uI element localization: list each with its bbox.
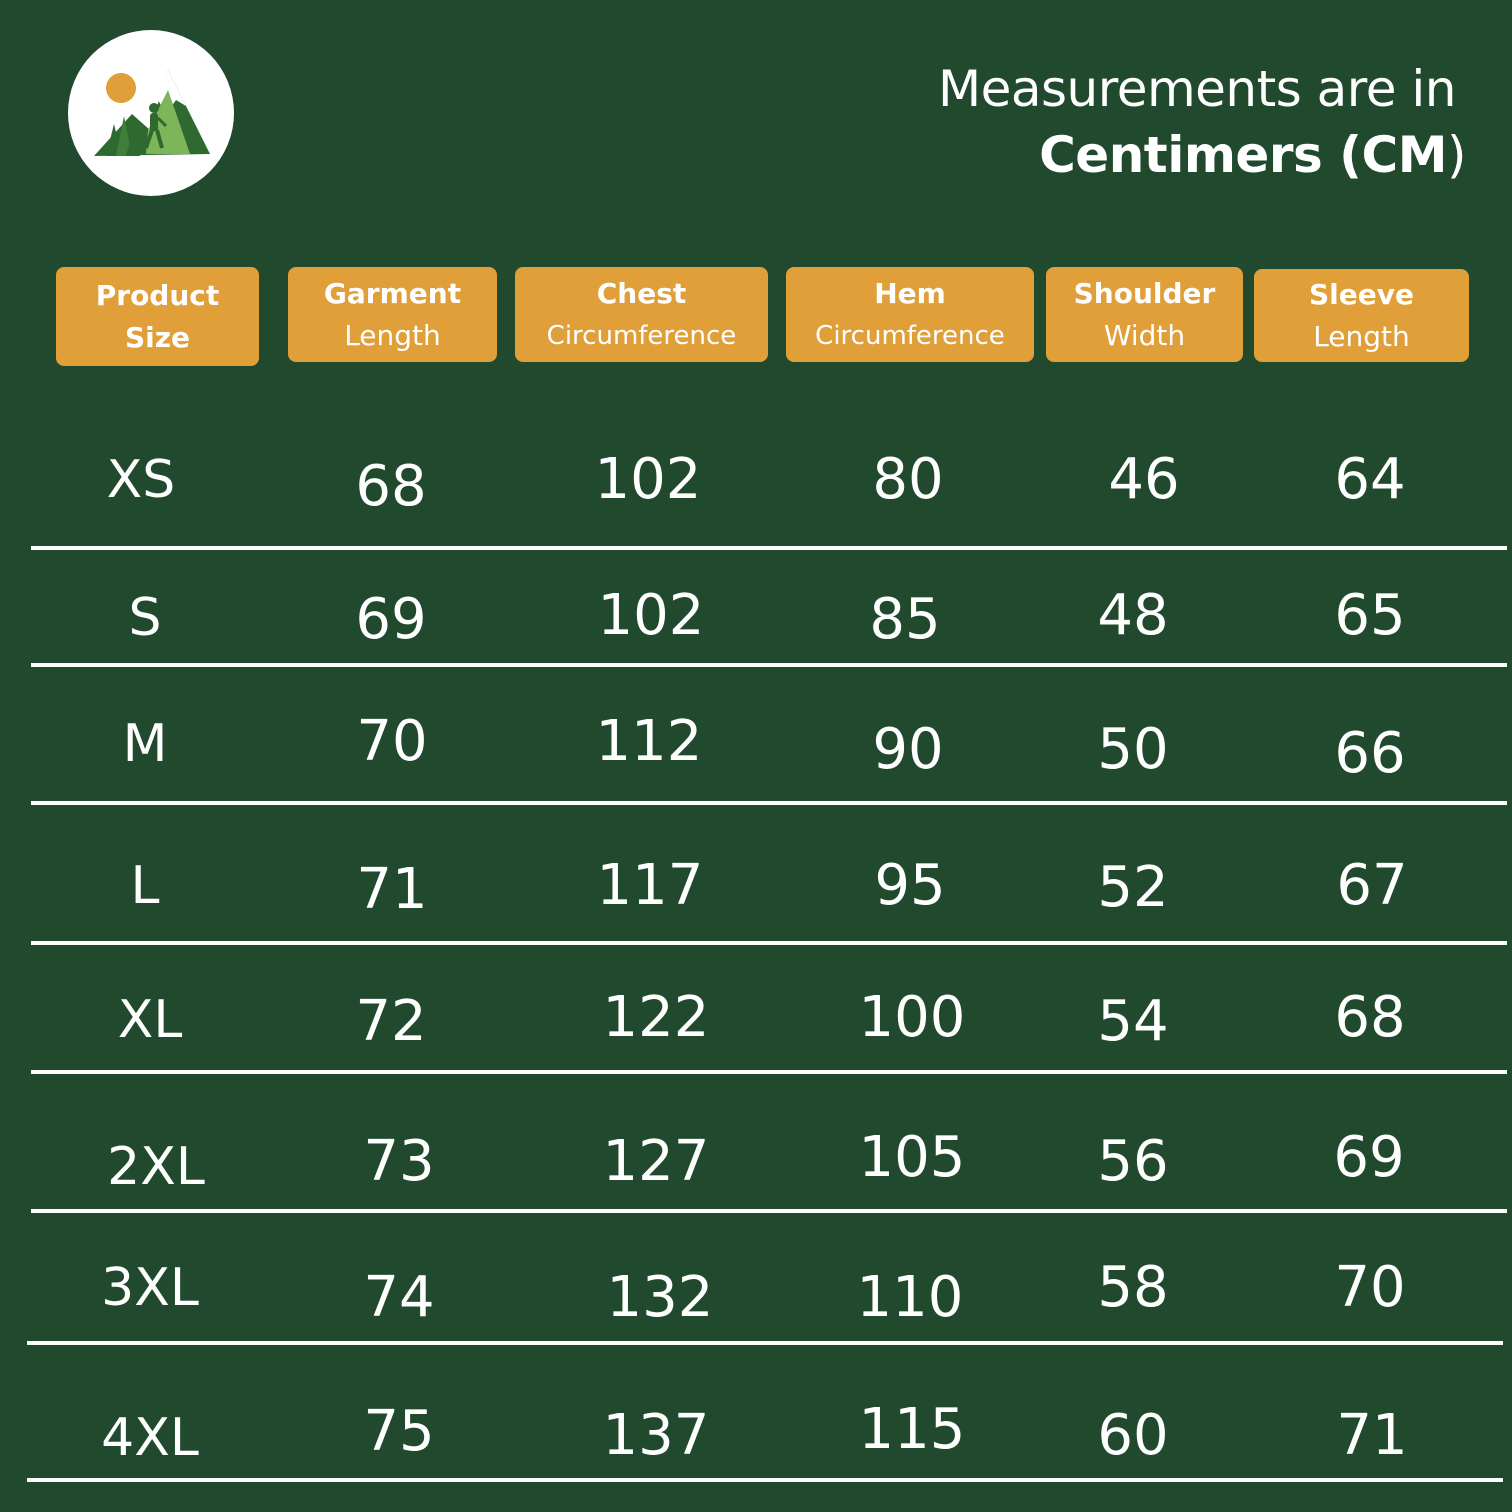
chest-circumference-value: 102	[597, 583, 705, 648]
unit-note-line2	[938, 120, 1466, 190]
unit-note-line1: Measurements are in	[937, 60, 1456, 118]
hem-circumference-value: 105	[858, 1125, 966, 1190]
size-label: XL	[117, 990, 183, 1050]
shoulder-width-value: 48	[1097, 583, 1169, 648]
garment-length-value: 72	[355, 989, 427, 1054]
row-divider	[31, 1209, 1507, 1213]
hem-circumference-value: 95	[874, 853, 946, 918]
shoulder-width-value: 46	[1108, 447, 1180, 512]
shoulder-width-value: 54	[1097, 989, 1169, 1054]
row-divider	[27, 1478, 1503, 1482]
header-sleeve-length	[1254, 269, 1469, 362]
header-hem-circumference	[786, 267, 1034, 362]
hem-circumference-value: 90	[872, 717, 944, 782]
sleeve-length-value: 68	[1334, 985, 1406, 1050]
shoulder-width-value: 52	[1097, 855, 1169, 920]
header-top-text: Shoulder	[1073, 276, 1216, 310]
hem-circumference-value: 85	[869, 587, 941, 652]
hem-circumference-value: 110	[856, 1265, 964, 1330]
garment-length-value: 71	[356, 857, 428, 922]
size-label: 4XL	[101, 1408, 199, 1468]
unit-name: Centimers (CM	[1039, 126, 1447, 184]
sleeve-length-value: 71	[1336, 1403, 1408, 1468]
chest-circumference-value: 127	[602, 1129, 710, 1194]
mountain-hiker-icon	[68, 30, 234, 196]
header-product-size	[56, 267, 259, 366]
header-top-text: Hem	[874, 276, 946, 310]
garment-length-value: 74	[363, 1265, 435, 1330]
hem-circumference-value: 115	[858, 1397, 966, 1462]
chest-circumference-value: 132	[606, 1265, 714, 1330]
header-bottom-text: Width	[1103, 318, 1186, 352]
header-bottom-text: Circumference	[815, 320, 1005, 351]
chest-circumference-value: 112	[595, 709, 703, 774]
row-divider	[31, 1070, 1507, 1074]
header-bottom-text: Circumference	[546, 320, 737, 351]
sleeve-length-value: 67	[1336, 853, 1408, 918]
garment-length-value: 73	[363, 1129, 435, 1194]
size-label: M	[122, 714, 168, 774]
unit-close-paren: )	[1446, 126, 1466, 184]
size-label: XS	[106, 450, 176, 510]
chest-circumference-value: 117	[596, 853, 704, 918]
row-divider	[27, 1341, 1503, 1345]
shoulder-width-value: 58	[1097, 1255, 1169, 1320]
shoulder-width-value: 50	[1097, 717, 1169, 782]
header-top-text: Product	[95, 278, 220, 312]
header-garment-length	[288, 267, 497, 362]
header-top-text: Sleeve	[1309, 277, 1414, 311]
hem-circumference-value: 100	[858, 985, 966, 1050]
sleeve-length-value: 64	[1334, 447, 1406, 512]
header-shoulder-width	[1046, 267, 1243, 362]
garment-length-value: 69	[355, 587, 427, 652]
chest-circumference-value: 137	[602, 1403, 710, 1468]
garment-length-value: 70	[356, 709, 428, 774]
chest-circumference-value: 102	[594, 447, 702, 512]
header-bottom-text: Size	[124, 320, 191, 354]
header-top-text: Chest	[596, 276, 687, 310]
size-label: S	[128, 588, 162, 648]
row-divider	[31, 941, 1507, 945]
sleeve-length-value: 70	[1334, 1255, 1406, 1320]
header-top-text: Garment	[323, 276, 462, 310]
row-divider	[31, 801, 1507, 805]
header-bottom-text: Length	[344, 318, 441, 352]
size-label: 3XL	[101, 1258, 199, 1318]
row-divider	[31, 663, 1507, 667]
shoulder-width-value: 56	[1097, 1129, 1169, 1194]
size-label: L	[130, 856, 160, 916]
measurement-unit-note	[938, 58, 1466, 190]
garment-length-value: 68	[355, 454, 427, 519]
row-divider	[31, 546, 1507, 550]
chest-circumference-value: 122	[602, 985, 710, 1050]
hem-circumference-value: 80	[872, 447, 944, 512]
brand-logo	[68, 30, 234, 196]
sleeve-length-value: 69	[1333, 1125, 1405, 1190]
sleeve-length-value: 66	[1334, 721, 1406, 786]
garment-length-value: 75	[363, 1399, 435, 1464]
header-bottom-text: Length	[1313, 319, 1410, 353]
size-label: 2XL	[107, 1137, 205, 1197]
shoulder-width-value: 60	[1097, 1403, 1169, 1468]
header-chest-circumference	[515, 267, 768, 362]
sleeve-length-value: 65	[1334, 583, 1406, 648]
